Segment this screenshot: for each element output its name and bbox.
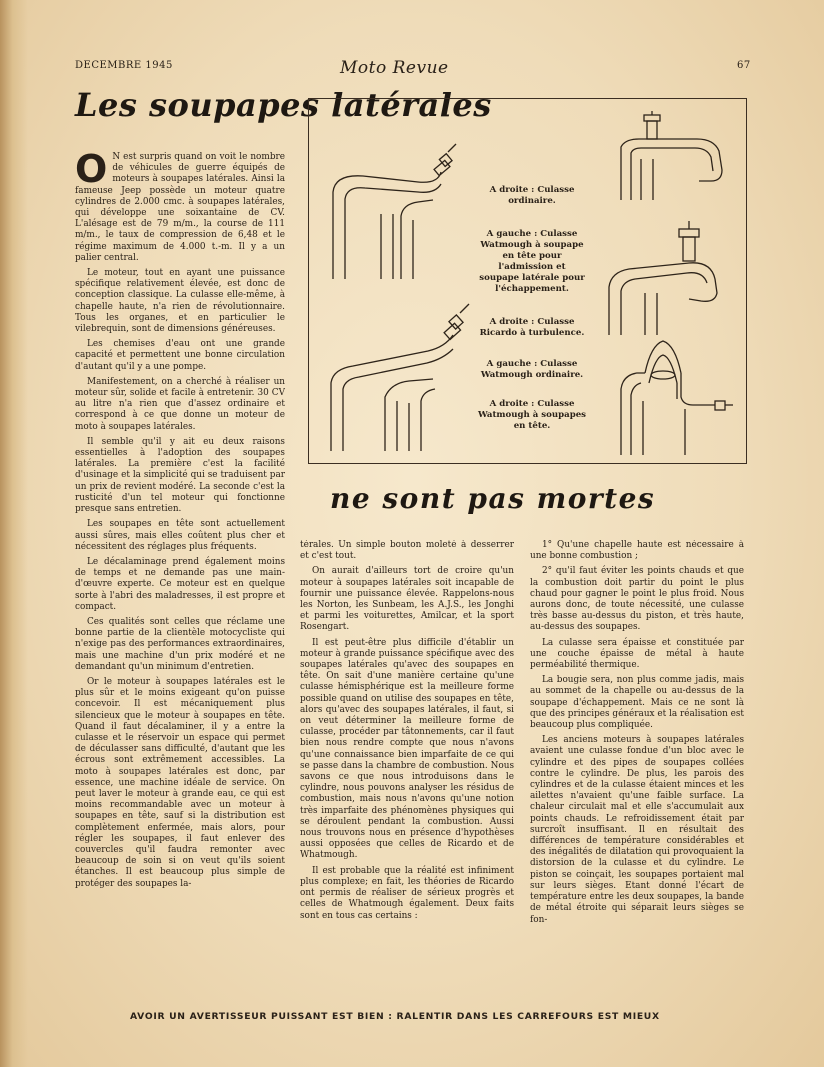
paragraph: Manifestement, on a cherché à réaliser un moteur sûr, solide et facile à entretenir. 30 CV au litre n'a rien que d'assez ordinaire et correspond à ce que donne un moteur de moto à soupapes latérales. <box>75 376 285 432</box>
figure-caption-2: A gauche : Culasse Watmough à soupape en tête pour l'admission et soupape latérale pour l'échappement. <box>479 229 585 294</box>
figure-caption-1: A droite : Culasse ordinaire. <box>489 185 575 206</box>
article-title-part2: ne sont pas mortes <box>330 482 656 515</box>
paragraph: Il est peut-être plus difficile d'établir un moteur à grande puissance spécifique avec des soupapes latérales qu'avec des soupapes en tête. On sait d'une manière certaine qu'une culasse hémisphérique est la meilleure forme possible quand on utilise des soupapes en tête, alors qu'avec des soupapes latérales, il faut, si on veut déterminer la meilleure forme de culasse, procéder par tâtonnements, car il faut bien nous rendre compte que nous n'avons qu'une connaissance bien imparfaite de ce qui se passe dans la chambre de combustion. Nous savons ce que nous introduisons dans le cylindre, nous pouvons analyser les résidus de combustion, mais nous n'avons qu'une notion très imparfaite des phénomènes physiques qui se déroulent pendant la combustion. Aussi nous trouvons nous en présence d'hypothèses aussi opposées que celles de Ricardo et de Whatmough. <box>300 637 514 861</box>
text-column-1 <box>75 152 285 1000</box>
page-number: 67 <box>737 60 751 71</box>
paragraph: Il semble qu'il y ait eu deux raisons essentielles à l'adoption des soupapes latérales. La première c'est la facilité d'usinage et la simplicité qui se traduisent par un prix de revient modéré. La seconde c'est la rusticité d'un tel moteur qui fonctionne presque sans entretien. <box>75 436 285 515</box>
masthead-logo: Moto Revue <box>340 58 449 78</box>
paragraph: térales. Un simple bouton moleté à desserrer et c'est tout. <box>300 540 514 562</box>
drawing-culasse-ricardo <box>605 227 735 337</box>
drawing-culasse-watmough-ordinaire <box>323 311 483 456</box>
paragraph: Le moteur, tout en ayant une puissance spécifique relativement élevée, est donc de conception classique. La culasse elle-même, à chapelle haute, n'a rien de révolutionnaire. Tous les organes, et en particulier le vilebrequin, sont de dimensions généreuses. <box>75 268 285 335</box>
paragraph: 2° qu'il faut éviter les points chauds et que la combustion doit partir du point le plus chaud pour gagner le point le plus froid. Nous aurons donc, de toute nécessité, une culasse très basse au-dessus du piston, et très haute, au-dessus des soupapes. <box>530 566 744 633</box>
header-date: DECEMBRE 1945 <box>75 60 173 71</box>
drawing-culasse-watmough-tete <box>619 339 739 459</box>
paragraph: Il est probable que la réalité est infiniment plus complexe; en fait, les théories de Ricardo ont permis de réaliser de sérieux progrès et celles de Whatmough également. Deux faits sont en tous cas certains : <box>300 865 514 921</box>
figure-caption-5: A droite : Culasse Watmough à soupapes en tête. <box>477 399 587 431</box>
paragraph: Les chemises d'eau ont une grande capacité et permettent une bonne circulation d'autant qu'il y a une pompe. <box>75 339 285 372</box>
drawing-culasse-ordinaire <box>323 154 473 284</box>
paragraph: Les anciens moteurs à soupapes latérales avaient une culasse fondue d'un bloc avec le cylindre et des pipes de soupapes collées contre le cylindre. De plus, les parois des cylindres et de la culasse étaient minces et les ailettes n'avaient qu'une faible surface. La chaleur circulait mal et elle s'accumulait aux points chauds. Le refroidissement était par surcroît insuffisant. Il en résultait des différences de température considérables et des inégalités de dilatation qui provoquaient la distorsion de la culasse et du cylindre. Le piston se coinçait, les soupapes portaient mal sur leurs sièges. Etant donné l'écart de température entre les deux soupapes, la bande de métal étroite qui séparait leurs sièges se fon- <box>530 735 744 925</box>
paragraph: Le décalaminage prend également moins de temps et ne demande pas une main-d'œuvre experte. Ce moteur est en quelque sorte à l'abri des maladresses, il est propre et compact. <box>75 556 285 612</box>
paragraph: Les soupapes en tête sont actuellement aussi sûres, mais elles coûtent plus cher et nécessitent des réglages plus fréquents. <box>75 519 285 552</box>
drop-cap: O <box>75 152 108 191</box>
paragraph: Ces qualités sont celles que réclame une bonne partie de la clientèle motocycliste qui n'exige pas des performances extraordinaires, mais une machine d'un prix modéré et ne demandant qu'un minimum d'entretien. <box>75 616 285 672</box>
paragraph: 1° Qu'une chapelle haute est nécessaire à une bonne combustion ; <box>530 540 744 562</box>
paragraph: La culasse sera épaisse et constituée par une couche épaisse de métal à haute perméabilité thermique. <box>530 637 744 671</box>
drawing-culasse-watmough-mixte <box>619 115 739 205</box>
article-title-part1: Les soupapes latérales <box>75 86 492 124</box>
binding-shadow <box>0 0 28 1067</box>
text-column-3 <box>530 540 744 1000</box>
paragraph: La bougie sera, non plus comme jadis, mais au sommet de la chapelle ou au-dessus de la soupape d'échappement. Mais ce ne sont là que des principes généraux et la réalisation est beaucoup plus compliquée. <box>530 675 744 731</box>
figure-frame <box>308 98 747 464</box>
paragraph: O N est surpris quand on voit le nombre de véhicules de guerre équipés de moteurs à soupapes latérales. Ainsi la fameuse Jeep possède un moteur quatre cylindres de 2.000 cmc. à soupapes latérales, qui développe une soixantaine de CV. L'alésage est de 79 m/m., la course de 111 m/m., le taux de compression de 6,48 et le régime maximum de 4.000 t.-m. Il y a un palier central. <box>75 152 285 263</box>
text-column-2 <box>300 540 514 1000</box>
footer-slogan: AVOIR UN AVERTISSEUR PUISSANT EST BIEN : RALENTIR DANS LES CARREFOURS EST MIEUX <box>130 1011 660 1022</box>
paragraph: On aurait d'ailleurs tort de croire qu'un moteur à soupapes latérales soit incapable de fournir une puissance élevée. Rappelons-nous les Norton, les Sunbeam, les A.J.S., les Jonghi et parmi les voiturettes, Amilcar, et la sport Rosengart. <box>300 566 514 633</box>
paragraph: Or le moteur à soupapes latérales est le plus sûr et le moins exigeant qu'on puisse concevoir. Il est mécaniquement plus silencieux que le moteur à soupapes en tête. Quand il faut décalaminer, il y a entre la culasse et le réservoir un espace qui permet de déculasser sans difficulté, d'autant que les écrous sont extrêmement accessibles. La moto à soupapes latérales est donc, par essence, une machine idéale de service. On peut laver le moteur à grande eau, ce qui est moins recommandable avec un moteur à soupapes en tête, sauf si la distribution est complètement enfermée, mais alors, pour régler les soupapes, il faut enlever des couvercles qu'il faudra remonter avec beaucoup de soin si on veut qu'ils soient étanches. Il est beaucoup plus simple de protéger des soupapes la- <box>75 676 285 889</box>
figure-caption-4: A gauche : Culasse Watmough ordinaire. <box>480 359 584 380</box>
figure-caption-3: A droite : Culasse Ricardo à turbulence. <box>479 317 585 338</box>
